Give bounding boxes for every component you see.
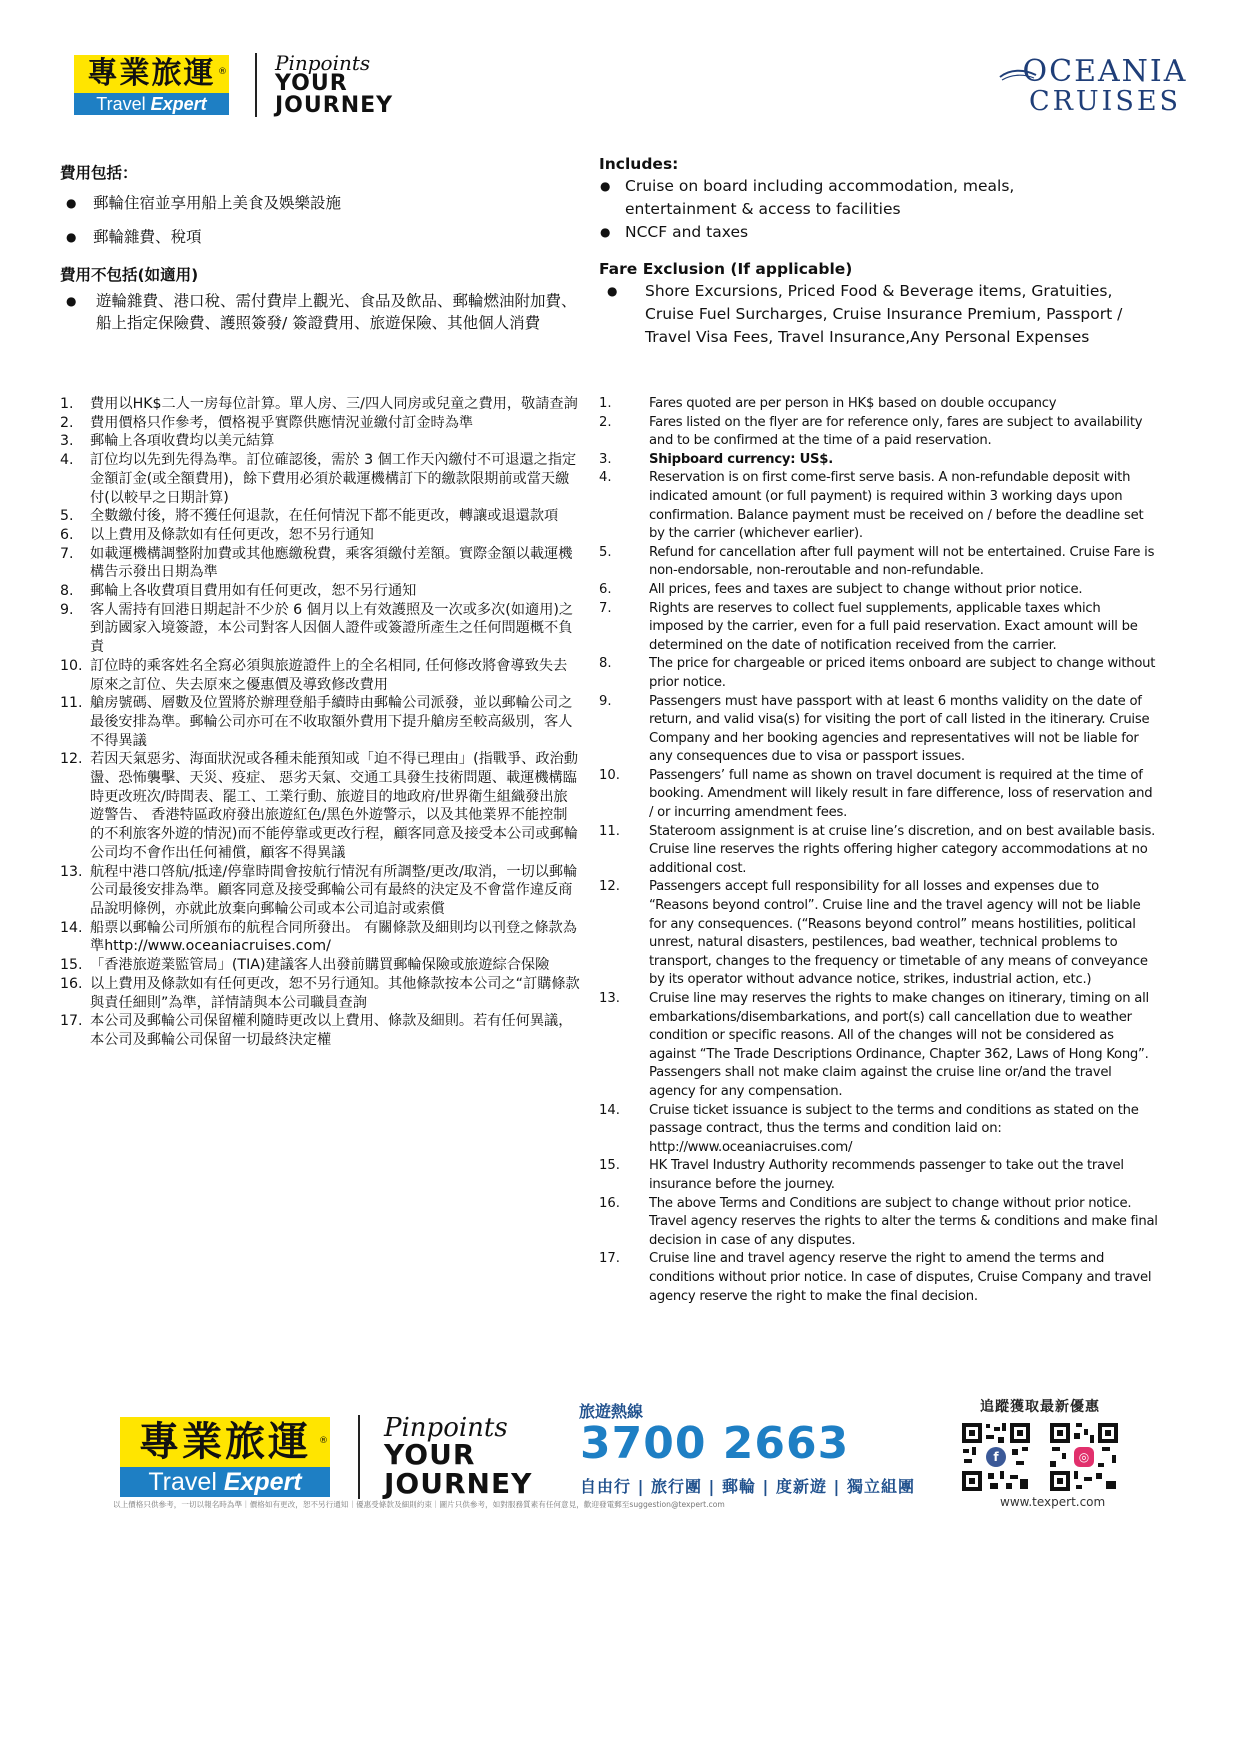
list-item: ● 遊輪雜費、港口稅、需付費岸上觀光、食品及飲品、郵輪燃油附加費、船上指定保險費、護照簽發/ 簽證費用、旅遊保險、其他個人消費 bbox=[60, 290, 580, 334]
footer-disclaimer: 以上價格只供參考，一切以報名時為準｜價格如有更改，恕不另行通知｜優惠受條款及細則約束｜圖片只供參考，如對服務質素有任何意見，歡迎發電郵至suggestion@texpert.com bbox=[113, 1500, 725, 1509]
en-includes-heading: Includes: bbox=[599, 155, 679, 173]
term-row: 12. 若因天氣惡劣、海面狀況或各種未能預知或「迫不得已理由」(指戰爭、政治動盪、恐怖襲擊、天災、疫症、 惡劣天氣、交通工具發生技術問題、載運機構臨時更改班次/時間表、罷工、工業行動、旅遊目的地政府/世界衛生組織發出旅遊警告、 香港特區政府發出旅遊紅色/黑色外遊警示，以及其他業界不能控制的不利旅客外遊的情況)而不能停靠或更改行程，顧客同意及接受本公司或郵輪公司均不會作出任何補償，顧客不得異議 bbox=[60, 751, 578, 861]
term-row: 10. 訂位時的乘客姓名全寫必須與旅遊證件上的全名相同, 任何修改將會導致失去原來之訂位、失去原來之優惠價及導致修改費用 bbox=[60, 657, 568, 693]
bullet-icon: ● bbox=[600, 225, 611, 239]
zh-includes-section bbox=[60, 162, 580, 249]
zh-includes-heading: 費用包括： bbox=[60, 164, 138, 182]
term-row: 16. 以上費用及條款如有任何更改，恕不另行通知。其他條款按本公司之“訂購條款與責任細則”為準，詳情請與本公司職員查詢 bbox=[60, 975, 580, 1011]
term-row: 1. 費用以HK$二人一房每位計算。單人房、三/四人同房或兒童之費用，敬請查詢 bbox=[60, 396, 578, 412]
list-item: ● 郵輪雜費、稅項 bbox=[60, 226, 580, 249]
term-row: 3. Shipboard currency: US$. bbox=[599, 451, 833, 467]
facebook-qr-code[interactable] bbox=[960, 1421, 1032, 1493]
logo-divider bbox=[255, 53, 257, 117]
term-row: 15. HK Travel Industry Authority recommends passenger to take out the travel insurance before the journey. bbox=[599, 1158, 1124, 1192]
term-row: 7. 如載運機構調整附加費或其他應繳稅費，乘客須繳付差額。實際金額以載運機構告示發出日期為準 bbox=[60, 545, 573, 581]
list-item: ● NCCF and taxes bbox=[599, 221, 1159, 244]
footer-travel-expert-logo bbox=[120, 1415, 532, 1499]
bullet-icon: ● bbox=[66, 230, 77, 244]
travel-expert-logo bbox=[74, 53, 393, 118]
term-row: 11. 艙房號碼、層數及位置將於辦理登船手續時由郵輪公司派發，並以郵輪公司之最後安排為準。郵輪公司亦可在不收取額外費用下提升艙房至較高級別，客人不得異議 bbox=[60, 695, 573, 749]
term-row: 10. Passengers’ full name as shown on travel document is required at the time of booking. Amendment will likely result in fare difference, loss of reservation and / or incurring amendment fees. bbox=[599, 767, 1153, 821]
term-row: 5. 全數繳付後，將不獲任何退款，在任何情況下都不能更改，轉讓或退還款項 bbox=[60, 508, 559, 525]
term-row: 8. 郵輪上各收費項目費用如有任何更改，恕不另行通知 bbox=[60, 583, 417, 600]
list-item: ● Shore Excursions, Priced Food & Beverage items, Gratuities, Cruise Fuel Surcharges, Cruise Insurance Premium, Passport / Travel Visa Fees, Travel Insurance,Any Personal Expenses bbox=[599, 280, 1159, 349]
en-includes-section bbox=[599, 153, 1159, 244]
term-row: 16. The above Terms and Conditions are subject to change without prior notice. Travel agency reserves the rights to alter the terms & conditions and make final decision in case of any disputes. bbox=[599, 1195, 1158, 1248]
oceania-cruises-logo bbox=[1000, 56, 1210, 116]
logo-english-name: Travel Expert bbox=[74, 93, 229, 115]
term-row: 9. 客人需持有回港日期起計不少於 6 個月以上有效護照及一次或多次(如適用)之到訪國家入境簽證，本公司對客人因個人證件或簽證所產生之任何問題概不負責 bbox=[60, 601, 574, 656]
term-row: 17. Cruise line and travel agency reserve the right to amend the terms and conditions without prior notice. In case of disputes, Cruise Company and travel agency reserve the right to make the final decision. bbox=[599, 1251, 1152, 1304]
oceania-line1: OCEANIA bbox=[1022, 54, 1188, 89]
website-link[interactable]: www.texpert.com bbox=[1000, 1495, 1106, 1509]
en-excludes-section bbox=[599, 258, 1159, 349]
en-terms-list bbox=[599, 395, 1159, 1306]
footer-logo-divider bbox=[358, 1415, 360, 1499]
term-row: 9. Passengers must have passport with at least 6 months validity on the date of return, and valid visa(s) for visiting the port of call listed in the itinerary. Cruise Company and her booking agencies and representatives will not be liable for any consequences due to visa or passport issues. bbox=[599, 693, 1150, 765]
services-list: 自由行 | 旅行團 | 郵輪 | 度新遊 | 獨立組團 bbox=[580, 1477, 915, 1496]
term-row: 14. Cruise ticket issuance is subject to the terms and conditions as stated on the passage contract, thus the terms and condition laid on: http://www.oceaniacruises.com/ bbox=[599, 1102, 1139, 1155]
term-row: 3. 郵輪上各項收費均以美元結算 bbox=[60, 433, 275, 450]
list-item: ● 郵輪住宿並享用船上美食及娛樂設施 bbox=[60, 192, 580, 215]
instagram-icon: ◎ bbox=[1074, 1447, 1094, 1467]
oceania-line2: CRUISES bbox=[1028, 86, 1182, 117]
facebook-icon: f bbox=[986, 1447, 1006, 1467]
term-row: 6. All prices, fees and taxes are subject to change without prior notice. bbox=[599, 581, 1083, 597]
term-row: 13. 航程中港口啓航/抵達/停靠時間會按航行情況有所調整/更改/取消，一切以郵輪公司最後安排為準。顧客同意及接受郵輪公司有最終的決定及不會當作違反商品說明條例，亦就此放棄向郵輪公司或本公司追討或索償 bbox=[60, 863, 578, 917]
instagram-qr-code[interactable] bbox=[1048, 1421, 1120, 1493]
bullet-icon: ● bbox=[607, 284, 618, 298]
term-row: 2. 費用價格只作參考，價格視乎實際供應情況並繳付訂金時為準 bbox=[60, 414, 474, 431]
term-row: 17. 本公司及郵輪公司保留權利隨時更改以上費用、條款及細則。若有任何異議，本公司及郵輪公司保留一切最終決定權 bbox=[60, 1013, 573, 1048]
footer-logo-english-name: Travel Expert bbox=[120, 1467, 330, 1497]
tagline: Pinpoints YOUR JOURNEY bbox=[275, 51, 394, 119]
term-row: 4. 訂位均以先到先得為準。訂位確認後，需於 3 個工作天內繳付不可退還之指定金額訂金(或全額費用)，餘下費用必須於載運機構訂下的繳款限期前或當天繳付(以較早之日期計算) bbox=[60, 452, 577, 506]
footer-logo-chinese-name: 專業旅運 ® bbox=[120, 1417, 330, 1467]
logo-chinese-name: 專業旅運 ® bbox=[74, 55, 229, 93]
term-row: 5. Refund for cancellation after full payment will not be entertained. Cruise Fare is non-endorsable, non-reroutable and non-refundable. bbox=[599, 544, 1155, 579]
hotline-label: 旅遊熱線 bbox=[579, 1402, 644, 1421]
zh-excludes-heading: 費用不包括(如適用) bbox=[60, 266, 199, 284]
term-row: 8. The price for chargeable or priced items onboard are subject to change without prior notice. bbox=[599, 656, 1156, 690]
list-item: ● Cruise on board including accommodation, meals, entertainment & access to facilities bbox=[599, 175, 1159, 221]
term-row: 11. Stateroom assignment is at cruise line’s discretion, and on best available basis. Cruise line reserves the rights offering higher category accommodations at no additional cost. bbox=[599, 823, 1156, 876]
qr-title: 追蹤獲取最新優惠 bbox=[980, 1399, 1100, 1415]
term-row: 14. 船票以郵輪公司所頒布的航程合同所發出。 有關條款及細則均以刊登之條款為準http://www.oceaniacruises.com/ bbox=[60, 919, 577, 955]
term-row: 2. Fares listed on the flyer are for reference only, fares are subject to availability and to be confirmed at the time of a paid reservation. bbox=[599, 414, 1143, 449]
term-row: 12. Passengers accept full responsibility for all losses and expenses due to “Reasons beyond control”. Cruise line and the travel agency will not be liable for any consequences. (“Reasons beyond control” means hostilities, political unrest, natural disasters, pestilences, bad weather, technical problems to transport, changes to the frequency or timetable of any means of conveyance by its operator without advance notice, strikes, industrial action, etc.) bbox=[599, 879, 1148, 988]
footer-tagline: Pinpoints YOUR JOURNEY bbox=[384, 1413, 533, 1500]
term-row: 6. 以上費用及條款如有任何更改，恕不另行通知 bbox=[60, 526, 374, 543]
zh-terms-list bbox=[60, 395, 580, 1050]
term-row: 1. Fares quoted are per person in HK$ based on double occupancy bbox=[599, 396, 1057, 411]
zh-excludes-section bbox=[60, 264, 580, 334]
bullet-icon: ● bbox=[66, 294, 77, 308]
term-row: 4. Reservation is on first come-first serve basis. A non-refundable deposit with indicated amount (or full payment) is required within 3 working days upon confirmation. Balance payment must be received on / before the deadline set by the carrier (whichever earlier). bbox=[599, 470, 1144, 542]
bullet-icon: ● bbox=[600, 179, 611, 193]
bullet-icon: ● bbox=[66, 196, 77, 210]
term-row: 15. 「香港旅遊業監管局」(TIA)建議客人出發前購買郵輪保險或旅遊綜合保險 bbox=[60, 957, 550, 974]
en-excludes-heading: Fare Exclusion (If applicable) bbox=[599, 260, 853, 278]
term-row: 13. Cruise line may reserves the rights to make changes on itinerary, timing on all embarkations/disembarkations, and port(s) call cancellation due to weather condition or specific reasons. All of the changes will not be considered as against “The Trade Descriptions Ordinance, Chapter 362, Laws of Hong Kong”. Passengers shall not make claim against the cruise line or/and the travel agency for any compensation. bbox=[599, 991, 1149, 1099]
term-row: 7. Rights are reserves to collect fuel supplements, applicable taxes which imposed by the carrier, even for a full paid reservation. Exact amount will be determined on the date of notification received from the carrier. bbox=[599, 600, 1138, 653]
hotline-number[interactable]: 3700 2663 bbox=[580, 1418, 850, 1469]
